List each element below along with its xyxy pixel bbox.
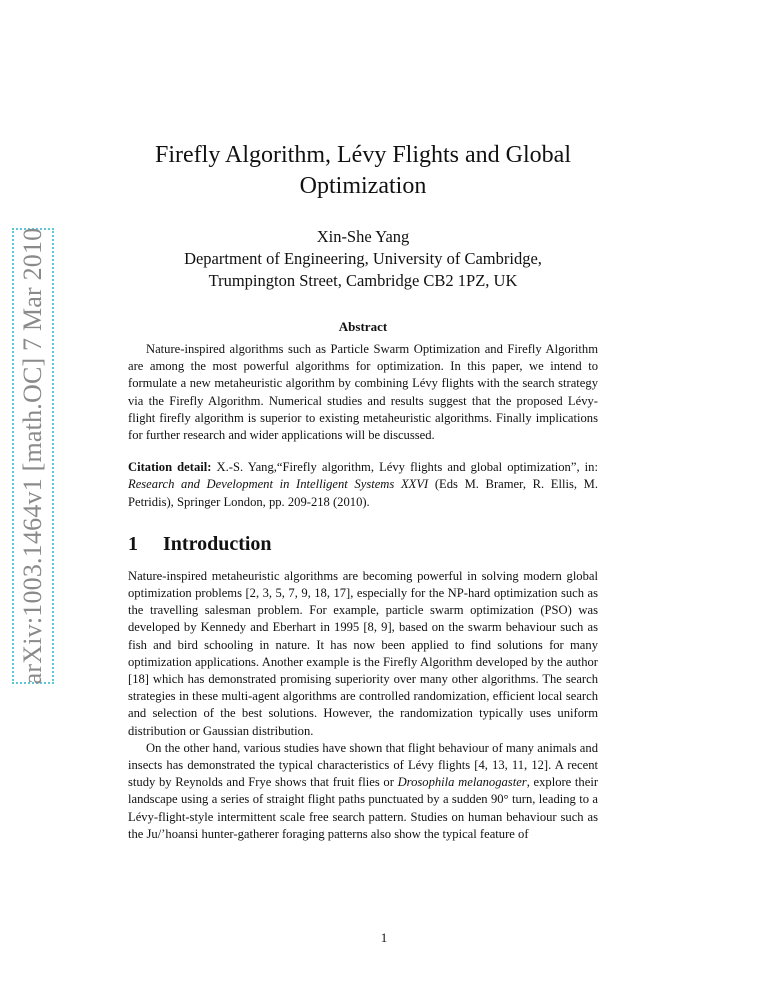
intro-paragraph-2 — [128, 740, 598, 843]
abstract-text: Nature-inspired algorithms such as Particle Swarm Optimization and Firefly Algorithm are among the most powerful algorithms for optimization. In this paper, we intend to formulate a new metaheuristic algorithm by combining Lévy flights with the search strategy via the Firefly Algorithm. Numerical studies and results suggest that the proposed Lévy-flight firefly algorithm is superior to existing metaheuristic algorithms. Finally implications for further research and wider applications will be discussed. — [128, 342, 598, 443]
citation-text-2: (Eds M. Bramer, R. Ellis, M. Petridis), Springer London, pp. 209-218 (2010). — [128, 477, 598, 509]
abstract — [128, 341, 598, 444]
intro-paragraph-1: Nature-inspired metaheuristic algorithms are becoming powerful in solving modern global optimization problems [2, 3, 5, 7, 9, 18, 17], especially for the NP-hard optimization such as the travelling salesman problem. For example, particle swarm optimization (PSO) was developed by Kennedy and Eberhart in 1995 [8, 9], based on the swarm behaviour such as fish and bird schooling in nature. It has now been applied to find solutions for many optimization applications. Another example is the Firefly Algorithm developed by the author [18] which has demonstrated promising superiority over many other algorithms. The search strategies in these multi-agent algorithms are controlled randomization, efficient local search and selection of the best solutions. However, the randomization typically uses uniform distribution or Gaussian distribution. — [128, 568, 598, 738]
intro-p2-text-a: On the other hand, various studies have shown that flight behaviour of many animals and insects has demonstrated the typical characteristics of Lévy flights [4, 13, 11, 12]. A recent study by Reynolds and Frye shows that fruit flies or — [128, 740, 598, 790]
citation-book-title: Research and Development in Intelligent Systems XXVI — [128, 477, 429, 492]
section-heading — [128, 533, 598, 556]
section-body — [128, 568, 598, 843]
author-block — [128, 226, 598, 292]
section-number: 1 — [128, 532, 138, 555]
intro-p2-text-b: , explore their landscape using a series of straight flight paths punctuated by a sudden 90° turn, leading to a Lévy-flight-style intermittent scale free search pattern. Studies on human behaviour such as the Ju/’hoansi hunter-gatherer foraging patterns also show the typical feature of — [128, 775, 599, 841]
arxiv-stamp — [12, 228, 54, 684]
citation-detail — [128, 459, 598, 511]
intro-p2-species: Drosophila melanogaster — [397, 775, 527, 790]
citation-text-1: X.-S. Yang,“Firefly algorithm, Lévy flights and global optimization”, in: — [216, 460, 598, 475]
title-line-1: Firefly Algorithm, Lévy Flights and Global — [155, 142, 571, 168]
abstract-heading: Abstract — [338, 319, 388, 334]
affiliation-line-1: Department of Engineering, University of Cambridge, — [184, 249, 542, 268]
arxiv-identifier: arXiv:1003.1464v1 [math.OC] 7 Mar 2010 — [18, 227, 47, 685]
section-title: Introduction — [163, 532, 272, 555]
affiliation-line-2: Trumpington Street, Cambridge CB2 1PZ, UK — [208, 271, 518, 290]
author-name: Xin-She Yang — [316, 227, 410, 246]
title-line-2: Optimization — [299, 173, 427, 199]
paper-title — [128, 140, 598, 202]
page-number: 1 — [380, 930, 388, 945]
paper-page — [128, 140, 598, 843]
citation-label: Citation detail: — [128, 460, 212, 475]
